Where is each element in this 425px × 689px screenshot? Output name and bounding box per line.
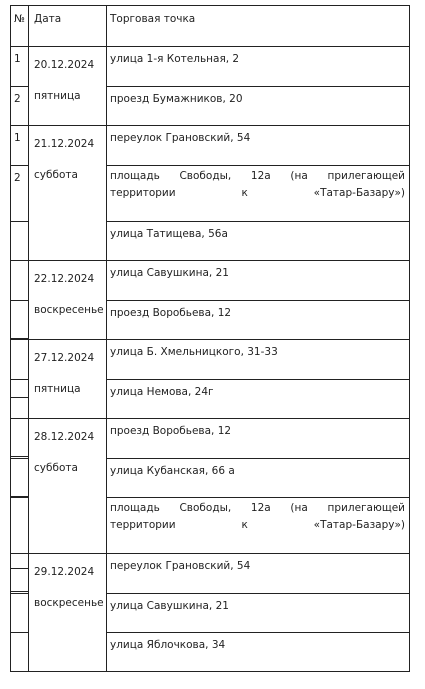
row-number: 2 [14,93,21,105]
row-divider [106,300,409,301]
group-divider [11,260,409,261]
row-divider [106,221,409,222]
row-divider-number [11,300,28,301]
row-divider [106,497,409,498]
row-divider-number [11,379,28,380]
group-divider [11,339,409,340]
place-cell: проезд Воробьева, 12 [110,425,232,437]
header-number: № [14,13,25,25]
schedule-table [10,5,410,672]
row-divider-number [11,221,28,222]
place-cell: переулок Грановский, 54 [110,560,251,572]
row-divider-number [11,86,28,87]
place-cell: площадь Свободы, 12а (на прилегающей территории к «Татар-Базару») [110,170,405,199]
place-cell: проезд Воробьева, 12 [110,307,232,319]
row-divider-number [11,165,28,166]
place-cell: улица Кубанская, 66 а [110,465,235,477]
weekday-label: суббота [34,462,78,474]
row-divider [106,593,409,594]
row-divider-number [11,632,28,633]
date-label: 29.12.2024 [34,566,95,578]
row-number: 1 [14,53,21,65]
date-label: 28.12.2024 [34,431,95,443]
place-cell: улица Савушкина, 21 [110,600,229,612]
place-cell: переулок Грановский, 54 [110,132,251,144]
row-divider [106,379,409,380]
row-divider-number [11,591,28,592]
row-divider [106,86,409,87]
group-divider [11,553,409,554]
date-label: 27.12.2024 [34,352,95,364]
place-cell: площадь Свободы, 12а (на прилегающей территории к «Татар-Базару») [110,502,405,531]
weekday-label: пятница [34,90,81,102]
header-place: Торговая точка [110,13,196,25]
row-divider-number [11,458,28,459]
row-divider [106,458,409,459]
place-cell: улица Татищева, 56а [110,228,228,240]
header-date: Дата [34,13,62,25]
place-cell: проезд Бумажников, 20 [110,93,243,105]
header-divider [11,46,409,47]
row-divider [106,632,409,633]
row-number: 2 [14,172,21,184]
row-divider-number [11,568,28,569]
weekday-label: суббота [34,169,78,181]
row-divider-number [11,497,28,498]
place-cell: улица Б. Хмельницкого, 31-33 [110,346,278,358]
row-number: 1 [14,132,21,144]
date-label: 22.12.2024 [34,273,95,285]
place-cell: улица Яблочкова, 34 [110,639,226,651]
date-label: 21.12.2024 [34,138,95,150]
group-divider [11,125,409,126]
place-cell: улица Савушкина, 21 [110,267,229,279]
place-cell: улица Немова, 24г [110,386,214,398]
row-divider [106,165,409,166]
row-divider-number [11,593,28,594]
date-label: 20.12.2024 [34,59,95,71]
row-divider-number [11,496,28,497]
row-divider-number [11,456,28,457]
weekday-label: пятница [34,383,81,395]
place-cell: улица 1-я Котельная, 2 [110,53,240,65]
weekday-label: воскресенье [34,597,104,609]
weekday-label: воскресенье [34,304,104,316]
row-divider-number [11,397,28,398]
group-divider [11,418,409,419]
